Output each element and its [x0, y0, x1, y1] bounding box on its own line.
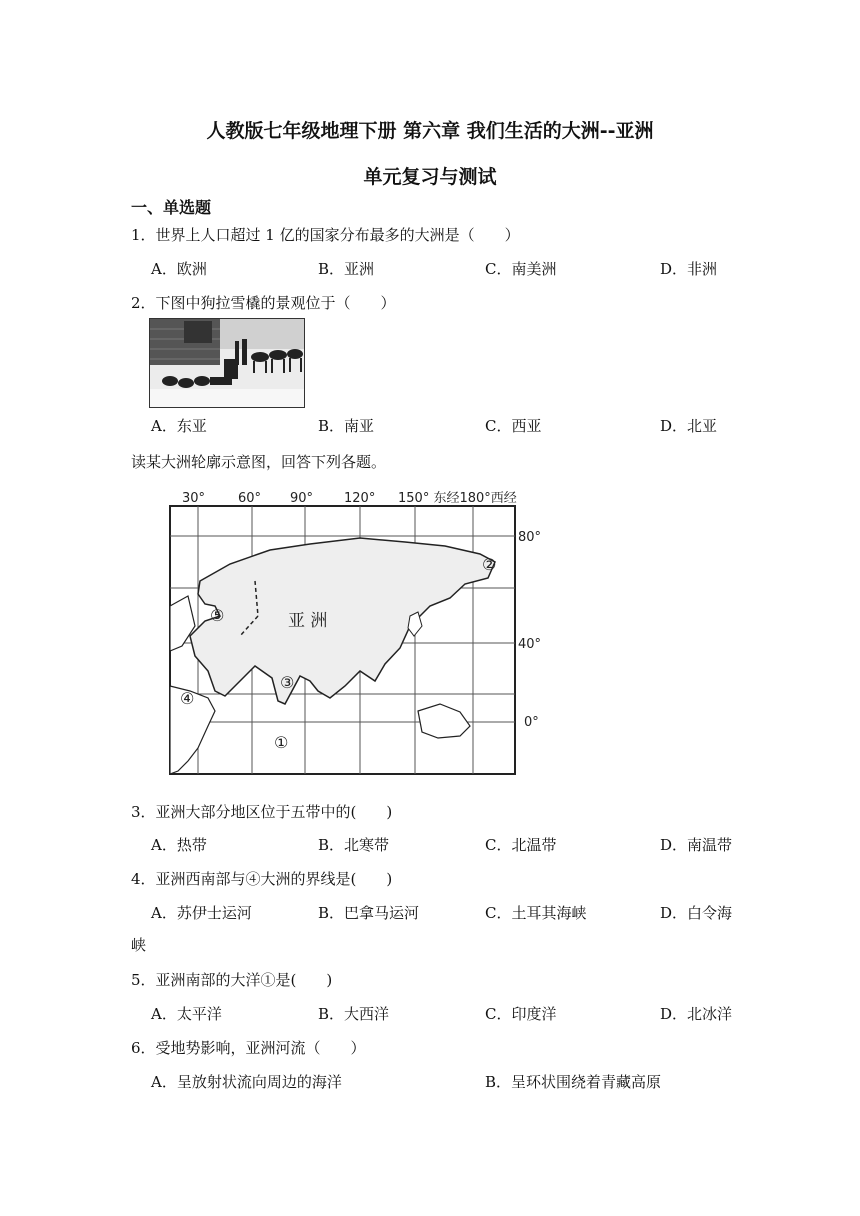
q2-option-c: C．西亚	[485, 417, 542, 435]
doc-title-line2: 单元复习与测试	[363, 166, 497, 188]
question-3-stem: 3．亚洲大部分地区位于五带中的( )	[131, 803, 393, 821]
q4-option-d-wrap: 峡	[131, 936, 147, 954]
q5-option-c: C．印度洋	[485, 1005, 557, 1023]
longitude-label-120: 120°	[344, 491, 376, 506]
section-heading: 一、单选题	[131, 198, 212, 217]
question-6-stem: 6．受地势影响，亚洲河流（ ）	[131, 1039, 366, 1057]
asia-outline-map	[160, 486, 560, 780]
marker-5: ⑤	[210, 606, 225, 625]
question-5-stem: 5．亚洲南部的大洋①是( )	[131, 971, 333, 989]
marker-2: ②	[482, 555, 497, 574]
q4-option-a: A．苏伊士运河	[151, 904, 252, 922]
continent-label-asia: 亚 洲	[288, 611, 328, 631]
q3-option-d: D．南温带	[660, 836, 733, 854]
longitude-label-30: 30°	[182, 491, 206, 506]
latitude-label-0: 0°	[524, 715, 539, 730]
longitude-label-150-180: 150° 东经180°西经	[398, 491, 517, 506]
latitude-label-40: 40°	[518, 637, 542, 652]
q5-option-b: B．大西洋	[318, 1005, 390, 1023]
longitude-label-60: 60°	[238, 491, 262, 506]
q2-option-a: A．东亚	[151, 417, 207, 435]
q1-option-a: A．欧洲	[151, 260, 207, 278]
reading-passage: 读某大洲轮廓示意图，回答下列各题。	[131, 453, 387, 471]
q4-option-c: C．土耳其海峡	[485, 904, 587, 922]
dog-sled-photo	[149, 318, 305, 408]
longitude-label-90: 90°	[290, 491, 314, 506]
q4-option-d: D．白令海	[660, 904, 733, 922]
q4-option-b: B．巴拿马运河	[318, 904, 420, 922]
q6-option-b: B．呈环状围绕着青藏高原	[485, 1073, 662, 1091]
question-1-stem: 1．世界上人口超过 1 亿的国家分布最多的大洲是（ ）	[131, 226, 520, 244]
q3-option-b: B．北寒带	[318, 836, 390, 854]
latitude-label-80: 80°	[518, 530, 542, 545]
question-4-stem: 4．亚洲西南部与④大洲的界线是( )	[131, 870, 393, 888]
doc-title-line1: 人教版七年级地理下册 第六章 我们生活的大洲--亚洲	[206, 120, 654, 142]
q3-option-a: A．热带	[151, 836, 207, 854]
q2-option-b: B．南亚	[318, 417, 375, 435]
question-2-stem: 2．下图中狗拉雪橇的景观位于（ ）	[131, 294, 396, 312]
q2-option-d: D．北亚	[660, 417, 718, 435]
marker-3: ③	[280, 673, 295, 692]
marker-4: ④	[180, 689, 195, 708]
q5-option-d: D．北冰洋	[660, 1005, 733, 1023]
q1-option-c: C．南美洲	[485, 260, 557, 278]
q1-option-d: D．非洲	[660, 260, 718, 278]
marker-1: ①	[274, 733, 289, 752]
q5-option-a: A．太平洋	[151, 1005, 222, 1023]
q3-option-c: C．北温带	[485, 836, 557, 854]
q1-option-b: B．亚洲	[318, 260, 375, 278]
q6-option-a: A．呈放射状流向周边的海洋	[151, 1073, 342, 1091]
